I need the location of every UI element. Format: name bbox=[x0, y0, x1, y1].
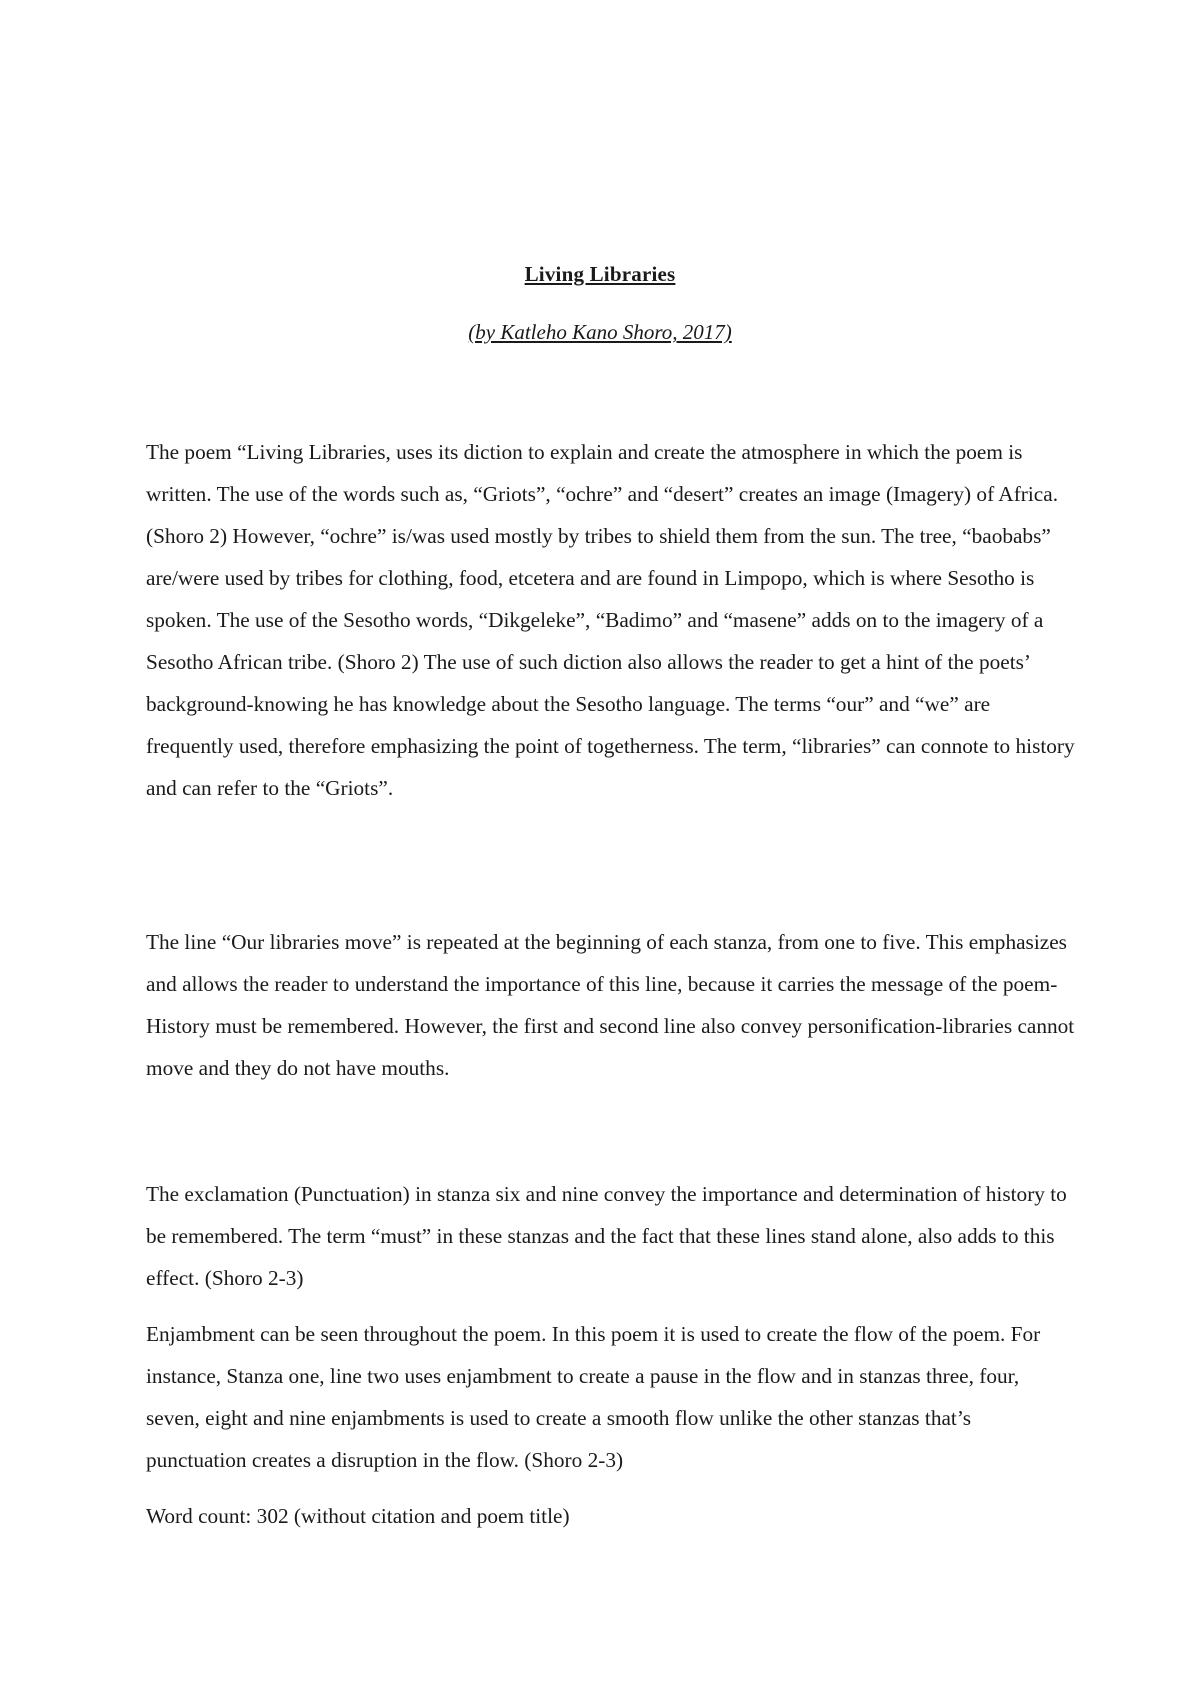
paragraph-enjambment: Enjambment can be seen throughout the poem. In this poem it is used to create the flow of the poem. For instance, Stanza one, line two uses enjambment to create a pause in the flow and in stanzas three, four, seven, eight and nine enjambments is used to create a smooth flow unlike the other stanzas that’s punctuation creates a disruption in the flow. (Shoro 2-3) bbox=[146, 1322, 1041, 1472]
word-count: Word count: 302 (without citation and poem title) bbox=[146, 1504, 570, 1528]
paragraph-exclamation: The exclamation (Punctuation) in stanza six and nine convey the importance and determination of history to be remembered. The term “must” in these stanzas and the fact that these lines stand alone, also adds to this effect. (Shoro 2-3) bbox=[146, 1182, 1067, 1290]
document-title: Living Libraries bbox=[524, 262, 676, 286]
paragraph-diction: The poem “Living Libraries, uses its diction to explain and create the atmosphere in which the poem is written. The use of the words such as, “Griots”, “ochre” and “desert” creates an image (Imagery) of Africa. (Shoro 2) However, “ochre” is/was used mostly by tribes to shield them from the sun. The tree, “baobabs” are/were used by tribes for clothing, food, etcetera and are found in Limpopo, which is where Sesotho is spoken. The use of the Sesotho words, “Dikgeleke”, “Badimo” and “masene” adds on to the imagery of a Sesotho African tribe. (Shoro 2) The use of such diction also allows the reader to get a hint of the poets’ background-knowing he has knowledge about the Sesotho language. The terms “our” and “we” are frequently used, therefore emphasizing the point of togetherness. The term, “libraries” can connote to history and can refer to the “Griots”. bbox=[146, 440, 1075, 800]
document-byline: (by Katleho Kano Shoro, 2017) bbox=[468, 320, 732, 344]
paragraph-repetition: The line “Our libraries move” is repeated at the beginning of each stanza, from one to five. This emphasizes and allows the reader to understand the importance of this line, because it carries the message of the poem- History must be remembered. However, the first and second line also convey personification-libraries cannot move and they do not have mouths. bbox=[146, 930, 1075, 1080]
